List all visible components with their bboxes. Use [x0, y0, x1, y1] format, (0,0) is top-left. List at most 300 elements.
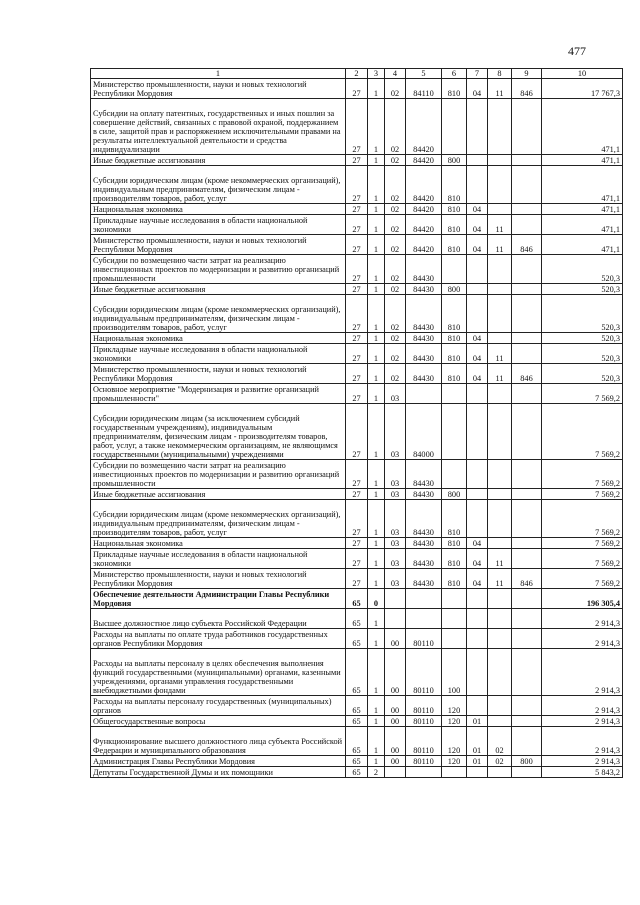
- row-name-cell: Иные бюджетные ассигнования: [91, 489, 346, 500]
- row-name-cell: Субсидии на оплату патентных, государственных и иных пошлин за совершение действий, связанных с правовой охраной, поддержанием в силе, защитой прав и распоряжением исключительными правами на результаты интеллектуальной деятельности и средства индивидуализации: [91, 99, 346, 155]
- code-cell: [512, 696, 542, 716]
- code-cell: 1: [368, 569, 385, 589]
- column-header: 3: [368, 69, 385, 79]
- code-cell: 03: [385, 384, 406, 404]
- amount-cell: 520,3: [542, 364, 623, 384]
- code-cell: 27: [346, 204, 368, 215]
- column-header: 1: [91, 69, 346, 79]
- code-cell: 65: [346, 716, 368, 727]
- code-cell: 84430: [406, 364, 442, 384]
- table-row: [91, 344, 623, 364]
- table-row: [91, 609, 623, 629]
- code-cell: 1: [368, 155, 385, 166]
- code-cell: [385, 589, 406, 609]
- code-cell: [512, 609, 542, 629]
- column-header: 5: [406, 69, 442, 79]
- code-cell: 00: [385, 696, 406, 716]
- table-row: [91, 295, 623, 333]
- row-name-cell: Министерство промышленности, науки и новых технологий Республики Мордовия: [91, 235, 346, 255]
- table-row: [91, 235, 623, 255]
- code-cell: 1: [368, 344, 385, 364]
- code-cell: [512, 344, 542, 364]
- code-cell: 00: [385, 716, 406, 727]
- code-cell: [512, 489, 542, 500]
- code-cell: 27: [346, 255, 368, 284]
- code-cell: [488, 460, 512, 489]
- code-cell: 84430: [406, 295, 442, 333]
- code-cell: [488, 204, 512, 215]
- row-name-cell: Министерство промышленности, науки и новых технологий Республики Мордовия: [91, 79, 346, 99]
- amount-cell: 471,1: [542, 204, 623, 215]
- code-cell: [385, 609, 406, 629]
- table-row: [91, 384, 623, 404]
- column-header: 4: [385, 69, 406, 79]
- code-cell: [442, 404, 467, 460]
- table-row: [91, 489, 623, 500]
- code-cell: [488, 629, 512, 649]
- amount-cell: 471,1: [542, 166, 623, 204]
- code-cell: 1: [368, 404, 385, 460]
- amount-cell: 196 305,4: [542, 589, 623, 609]
- code-cell: [512, 215, 542, 235]
- code-cell: 27: [346, 79, 368, 99]
- code-cell: [488, 255, 512, 284]
- code-cell: [406, 767, 442, 778]
- code-cell: 84430: [406, 538, 442, 549]
- table-row: [91, 204, 623, 215]
- table-row: [91, 255, 623, 284]
- code-cell: [406, 609, 442, 629]
- code-cell: [488, 538, 512, 549]
- code-cell: [467, 609, 488, 629]
- table-row: [91, 649, 623, 696]
- code-cell: 65: [346, 696, 368, 716]
- code-cell: [467, 489, 488, 500]
- code-cell: [512, 716, 542, 727]
- code-cell: 04: [467, 549, 488, 569]
- code-cell: [512, 166, 542, 204]
- code-cell: [385, 767, 406, 778]
- amount-cell: 2 914,3: [542, 756, 623, 767]
- code-cell: [512, 333, 542, 344]
- code-cell: 65: [346, 727, 368, 756]
- code-cell: 84420: [406, 99, 442, 155]
- code-cell: 27: [346, 295, 368, 333]
- row-name-cell: Министерство промышленности, науки и новых технологий Республики Мордовия: [91, 569, 346, 589]
- code-cell: [406, 384, 442, 404]
- code-cell: 00: [385, 649, 406, 696]
- amount-cell: 520,3: [542, 295, 623, 333]
- code-cell: [467, 99, 488, 155]
- code-cell: [512, 500, 542, 538]
- code-cell: 80110: [406, 696, 442, 716]
- code-cell: [512, 629, 542, 649]
- amount-cell: 471,1: [542, 215, 623, 235]
- code-cell: 02: [385, 215, 406, 235]
- table-row: [91, 727, 623, 756]
- code-cell: 02: [385, 155, 406, 166]
- code-cell: 27: [346, 538, 368, 549]
- code-cell: [488, 284, 512, 295]
- row-name-cell: Расходы на выплаты по оплате труда работников государственных органов Республики Мордовия: [91, 629, 346, 649]
- code-cell: 02: [385, 79, 406, 99]
- code-cell: [467, 255, 488, 284]
- code-cell: [467, 166, 488, 204]
- code-cell: 810: [442, 344, 467, 364]
- amount-cell: 7 569,2: [542, 500, 623, 538]
- code-cell: 27: [346, 215, 368, 235]
- row-name-cell: Субсидии по возмещению части затрат на реализацию инвестиционных проектов по модернизации и развитию организаций промышленности: [91, 460, 346, 489]
- column-header: 7: [467, 69, 488, 79]
- code-cell: [467, 155, 488, 166]
- code-cell: 02: [488, 756, 512, 767]
- code-cell: [488, 500, 512, 538]
- row-name-cell: Иные бюджетные ассигнования: [91, 155, 346, 166]
- code-cell: 01: [467, 756, 488, 767]
- table-row: [91, 215, 623, 235]
- amount-cell: 7 569,2: [542, 489, 623, 500]
- row-name-cell: Национальная экономика: [91, 538, 346, 549]
- code-cell: 04: [467, 344, 488, 364]
- code-cell: 11: [488, 549, 512, 569]
- code-cell: 810: [442, 569, 467, 589]
- code-cell: 800: [442, 284, 467, 295]
- code-cell: 1: [368, 99, 385, 155]
- code-cell: 80110: [406, 649, 442, 696]
- amount-cell: 5 843,2: [542, 767, 623, 778]
- table-row: [91, 404, 623, 460]
- code-cell: 1: [368, 716, 385, 727]
- amount-cell: 7 569,2: [542, 538, 623, 549]
- table-row: [91, 716, 623, 727]
- code-cell: 846: [512, 79, 542, 99]
- table-row: [91, 589, 623, 609]
- row-name-cell: Иные бюджетные ассигнования: [91, 284, 346, 295]
- amount-cell: 7 569,2: [542, 460, 623, 489]
- row-name-cell: Обеспечение деятельности Администрации Главы Республики Мордовия: [91, 589, 346, 609]
- amount-cell: 17 767,3: [542, 79, 623, 99]
- code-cell: 02: [385, 99, 406, 155]
- code-cell: [467, 696, 488, 716]
- code-cell: 02: [385, 284, 406, 295]
- code-cell: [512, 549, 542, 569]
- code-cell: 02: [385, 333, 406, 344]
- page-number: 477: [568, 44, 586, 58]
- code-cell: 03: [385, 569, 406, 589]
- code-cell: 11: [488, 79, 512, 99]
- table-row: [91, 538, 623, 549]
- code-cell: 1: [368, 649, 385, 696]
- code-cell: 84430: [406, 333, 442, 344]
- code-cell: [467, 295, 488, 333]
- code-cell: 84110: [406, 79, 442, 99]
- code-cell: 65: [346, 589, 368, 609]
- code-cell: 84430: [406, 549, 442, 569]
- code-cell: 1: [368, 333, 385, 344]
- table-row: [91, 696, 623, 716]
- code-cell: 84430: [406, 489, 442, 500]
- code-cell: 27: [346, 500, 368, 538]
- code-cell: [512, 204, 542, 215]
- code-cell: 1: [368, 204, 385, 215]
- code-cell: 1: [368, 284, 385, 295]
- amount-cell: 7 569,2: [542, 404, 623, 460]
- column-header: 9: [512, 69, 542, 79]
- row-name-cell: Субсидии юридическим лицам (за исключением субсидий государственным учреждениям), индивидуальным предпринимателям, физическим лицам - производителям товаров, работ, услуг, а также некоммерческим организациям, не являющимся государственными (муниципальными) учреждениями: [91, 404, 346, 460]
- code-cell: [442, 384, 467, 404]
- code-cell: 846: [512, 569, 542, 589]
- code-cell: 04: [467, 333, 488, 344]
- code-cell: [512, 284, 542, 295]
- code-cell: [512, 727, 542, 756]
- code-cell: 84430: [406, 344, 442, 364]
- code-cell: [442, 767, 467, 778]
- column-header: 2: [346, 69, 368, 79]
- budget-table: [90, 68, 623, 778]
- amount-cell: 2 914,3: [542, 716, 623, 727]
- code-cell: 84430: [406, 255, 442, 284]
- code-cell: 03: [385, 489, 406, 500]
- code-cell: [488, 609, 512, 629]
- code-cell: 02: [385, 344, 406, 364]
- code-cell: [467, 284, 488, 295]
- code-cell: 800: [442, 489, 467, 500]
- row-name-cell: Субсидии юридическим лицам (кроме некоммерческих организаций), индивидуальным предпринимателям, физическим лицам - производителям товаров, работ, услуг: [91, 166, 346, 204]
- code-cell: 27: [346, 384, 368, 404]
- code-cell: [512, 99, 542, 155]
- amount-cell: 2 914,3: [542, 629, 623, 649]
- code-cell: 01: [467, 716, 488, 727]
- code-cell: 1: [368, 295, 385, 333]
- code-cell: 65: [346, 609, 368, 629]
- code-cell: 84430: [406, 569, 442, 589]
- table-row: [91, 155, 623, 166]
- column-header: 6: [442, 69, 467, 79]
- row-name-cell: Общегосударственные вопросы: [91, 716, 346, 727]
- code-cell: [512, 767, 542, 778]
- code-cell: [488, 589, 512, 609]
- table-row: [91, 460, 623, 489]
- code-cell: 02: [385, 364, 406, 384]
- code-cell: 84000: [406, 404, 442, 460]
- code-cell: 84420: [406, 166, 442, 204]
- table-row: [91, 99, 623, 155]
- code-cell: 65: [346, 649, 368, 696]
- row-name-cell: Высшее должностное лицо субъекта Российской Федерации: [91, 609, 346, 629]
- code-cell: 1: [368, 384, 385, 404]
- code-cell: 120: [442, 716, 467, 727]
- row-name-cell: Министерство промышленности, науки и новых технологий Республики Мордовия: [91, 364, 346, 384]
- row-name-cell: Национальная экономика: [91, 204, 346, 215]
- code-cell: 27: [346, 344, 368, 364]
- code-cell: 1: [368, 549, 385, 569]
- column-header: 10: [542, 69, 623, 79]
- code-cell: 1: [368, 460, 385, 489]
- code-cell: 810: [442, 235, 467, 255]
- code-cell: 84430: [406, 460, 442, 489]
- code-cell: 11: [488, 569, 512, 589]
- code-cell: [488, 166, 512, 204]
- row-name-cell: Национальная экономика: [91, 333, 346, 344]
- code-cell: 11: [488, 235, 512, 255]
- code-cell: 120: [442, 696, 467, 716]
- header-row: [91, 69, 623, 79]
- code-cell: [488, 489, 512, 500]
- code-cell: 11: [488, 344, 512, 364]
- code-cell: 1: [368, 255, 385, 284]
- code-cell: 810: [442, 538, 467, 549]
- table-row: [91, 767, 623, 778]
- code-cell: 27: [346, 549, 368, 569]
- code-cell: 02: [385, 204, 406, 215]
- code-cell: 80110: [406, 716, 442, 727]
- code-cell: 02: [385, 295, 406, 333]
- code-cell: 03: [385, 460, 406, 489]
- code-cell: [488, 767, 512, 778]
- code-cell: 1: [368, 215, 385, 235]
- row-name-cell: Прикладные научные исследования в области национальной экономики: [91, 549, 346, 569]
- row-name-cell: Субсидии юридическим лицам (кроме некоммерческих организаций), индивидуальным предпринимателям, физическим лицам - производителям товаров, работ, услуг: [91, 295, 346, 333]
- code-cell: 03: [385, 500, 406, 538]
- code-cell: 100: [442, 649, 467, 696]
- code-cell: 1: [368, 166, 385, 204]
- code-cell: 1: [368, 364, 385, 384]
- code-cell: 84420: [406, 204, 442, 215]
- code-cell: [442, 99, 467, 155]
- table-row: [91, 284, 623, 295]
- code-cell: 27: [346, 166, 368, 204]
- code-cell: 1: [368, 629, 385, 649]
- code-cell: 27: [346, 99, 368, 155]
- row-name-cell: Администрация Главы Республики Мордовия: [91, 756, 346, 767]
- row-name-cell: Расходы на выплаты персоналу в целях обеспечения выполнения функций государственными (муниципальными) органами, казенными учреждениями, органами управления государственными внебюджетными фондами: [91, 649, 346, 696]
- code-cell: 03: [385, 549, 406, 569]
- code-cell: [512, 460, 542, 489]
- code-cell: 80110: [406, 629, 442, 649]
- amount-cell: 2 914,3: [542, 649, 623, 696]
- code-cell: 80110: [406, 727, 442, 756]
- amount-cell: 520,3: [542, 255, 623, 284]
- code-cell: 02: [385, 255, 406, 284]
- code-cell: 27: [346, 569, 368, 589]
- code-cell: [467, 767, 488, 778]
- code-cell: 04: [467, 204, 488, 215]
- amount-cell: 520,3: [542, 284, 623, 295]
- code-cell: [488, 384, 512, 404]
- code-cell: 11: [488, 364, 512, 384]
- code-cell: 846: [512, 364, 542, 384]
- code-cell: 84430: [406, 500, 442, 538]
- table-row: [91, 166, 623, 204]
- code-cell: 27: [346, 333, 368, 344]
- amount-cell: 471,1: [542, 99, 623, 155]
- code-cell: 810: [442, 333, 467, 344]
- table-row: [91, 500, 623, 538]
- code-cell: 810: [442, 79, 467, 99]
- row-name-cell: Депутаты Государственной Думы и их помощники: [91, 767, 346, 778]
- code-cell: 65: [346, 756, 368, 767]
- code-cell: [488, 295, 512, 333]
- table-row: [91, 79, 623, 99]
- code-cell: 04: [467, 79, 488, 99]
- code-cell: [488, 333, 512, 344]
- amount-cell: 7 569,2: [542, 384, 623, 404]
- code-cell: [512, 404, 542, 460]
- amount-cell: 2 914,3: [542, 609, 623, 629]
- amount-cell: 2 914,3: [542, 696, 623, 716]
- column-header: 8: [488, 69, 512, 79]
- code-cell: 04: [467, 215, 488, 235]
- code-cell: [442, 460, 467, 489]
- code-cell: [467, 589, 488, 609]
- code-cell: 80110: [406, 756, 442, 767]
- table-row: [91, 333, 623, 344]
- code-cell: [512, 155, 542, 166]
- code-cell: [512, 589, 542, 609]
- amount-cell: 471,1: [542, 235, 623, 255]
- code-cell: [488, 649, 512, 696]
- code-cell: 04: [467, 364, 488, 384]
- amount-cell: 471,1: [542, 155, 623, 166]
- code-cell: 810: [442, 500, 467, 538]
- code-cell: 1: [368, 756, 385, 767]
- code-cell: 1: [368, 696, 385, 716]
- row-name-cell: Субсидии по возмещению части затрат на реализацию инвестиционных проектов по модернизации и развитию организаций промышленности: [91, 255, 346, 284]
- code-cell: [512, 538, 542, 549]
- code-cell: 02: [385, 166, 406, 204]
- code-cell: 810: [442, 364, 467, 384]
- code-cell: 65: [346, 767, 368, 778]
- code-cell: 84430: [406, 284, 442, 295]
- code-cell: [442, 609, 467, 629]
- code-cell: 27: [346, 235, 368, 255]
- amount-cell: 520,3: [542, 344, 623, 364]
- amount-cell: 2 914,3: [542, 727, 623, 756]
- code-cell: 27: [346, 284, 368, 295]
- row-name-cell: Расходы на выплаты персоналу государственных (муниципальных) органов: [91, 696, 346, 716]
- code-cell: [488, 155, 512, 166]
- code-cell: 27: [346, 404, 368, 460]
- code-cell: 1: [368, 79, 385, 99]
- code-cell: 810: [442, 215, 467, 235]
- code-cell: 03: [385, 538, 406, 549]
- code-cell: [512, 384, 542, 404]
- table-row: [91, 569, 623, 589]
- code-cell: 1: [368, 609, 385, 629]
- code-cell: [467, 500, 488, 538]
- code-cell: [442, 589, 467, 609]
- table-row: [91, 549, 623, 569]
- code-cell: [512, 649, 542, 696]
- code-cell: 00: [385, 756, 406, 767]
- code-cell: [467, 460, 488, 489]
- code-cell: [488, 716, 512, 727]
- code-cell: 01: [467, 727, 488, 756]
- code-cell: 1: [368, 500, 385, 538]
- code-cell: 84420: [406, 215, 442, 235]
- code-cell: [488, 99, 512, 155]
- code-cell: 27: [346, 155, 368, 166]
- row-name-cell: Субсидии юридическим лицам (кроме некоммерческих организаций), индивидуальным предпринимателям, физическим лицам - производителям товаров, работ, услуг: [91, 500, 346, 538]
- amount-cell: 520,3: [542, 333, 623, 344]
- code-cell: 03: [385, 404, 406, 460]
- code-cell: 65: [346, 629, 368, 649]
- row-name-cell: Прикладные научные исследования в области национальной экономики: [91, 215, 346, 235]
- code-cell: 846: [512, 235, 542, 255]
- code-cell: 810: [442, 204, 467, 215]
- code-cell: [467, 404, 488, 460]
- code-cell: 84420: [406, 155, 442, 166]
